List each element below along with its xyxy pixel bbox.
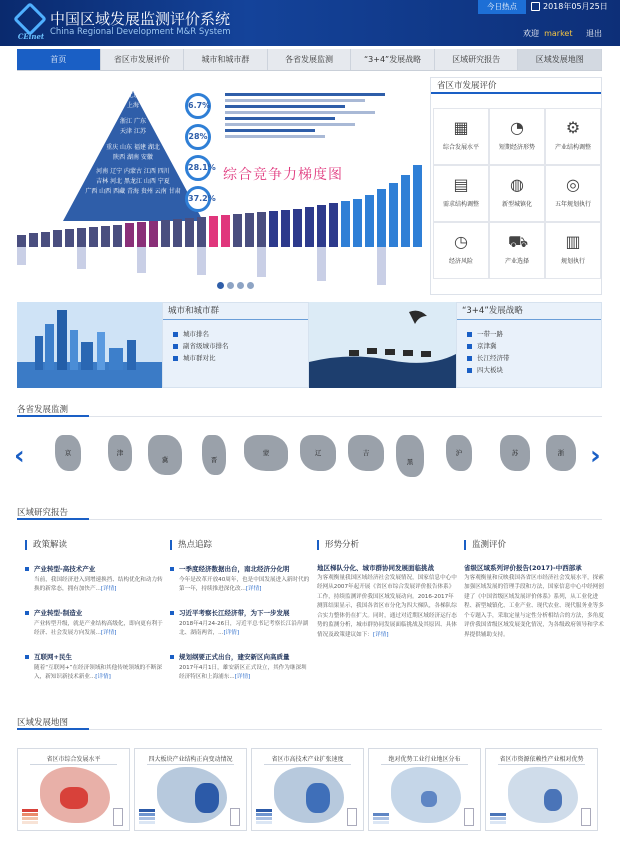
hero-bar [233, 214, 242, 247]
hero-bar [401, 175, 410, 247]
silk-road-image[interactable] [309, 302, 456, 388]
hotspot-item-desc: 今年是改革开放40周年，也是中国发展进入新时代的第一年，持续推进深化改...[详情] [179, 577, 310, 592]
hotspot-item-title[interactable]: 规划纲要正式出台，建安新区向高质量 [170, 652, 310, 661]
hero-bar [257, 212, 266, 247]
eval-item-risk[interactable]: ◷ 经济风险 [433, 222, 489, 279]
detail-link[interactable]: [详情] [95, 674, 111, 680]
hero-bar [197, 217, 206, 247]
prev-arrow-icon[interactable]: ‹ [14, 441, 25, 471]
section-underline [17, 415, 89, 417]
south-china-sea-inset [581, 808, 591, 826]
eval-item-plan[interactable]: ▥ 规划执行 [545, 222, 601, 279]
map-legend [373, 812, 389, 824]
eval-item-short-term[interactable]: ◔ 短期经济形势 [489, 108, 545, 165]
strategy-link-belt-road[interactable]: 一带一路 [467, 328, 601, 340]
strategy-link-yangtze[interactable]: 长江经济带 [467, 352, 601, 364]
hotspot-item-title[interactable]: 习近平考察长江经济带，为下一步发展 [170, 608, 310, 617]
china-map-thumbnail [157, 767, 227, 823]
welcome-label: 欢迎 [523, 29, 539, 38]
hero-bar [77, 228, 86, 247]
south-china-sea-inset [230, 808, 240, 826]
strategy-link-jjj[interactable]: 京津冀 [467, 340, 601, 352]
map-card-overall[interactable] [17, 748, 130, 831]
policy-item-title[interactable]: 产业转型-高技术产业 [25, 564, 165, 573]
header-bar [0, 0, 620, 46]
cities-link-ranking[interactable]: 城市排名 [173, 328, 308, 340]
clock-icon: ◷ [454, 232, 468, 251]
site-subtitle: China Regional Development M&R System [50, 27, 231, 37]
china-map-thumbnail [508, 767, 578, 823]
city-skyline-image[interactable] [17, 302, 162, 388]
province-shanxi[interactable]: 晋 [202, 435, 226, 475]
welcome-text [523, 28, 572, 39]
hbar [225, 99, 365, 102]
province-shanghai[interactable]: 沪 [446, 435, 472, 471]
hbar [225, 105, 345, 108]
province-heilongjiang[interactable]: 黑 [396, 435, 424, 477]
hotspot-item-title[interactable]: 一季度经济数据出台，南北经济分化明 [170, 564, 310, 573]
reports-section-title: 区域研究报告 [17, 508, 69, 518]
hero-bar [365, 195, 374, 247]
policy-column-title: 政策解读 [25, 540, 165, 550]
hero-reflection [137, 247, 146, 273]
eval-item-demand[interactable]: ▤ 需求结构调整 [433, 165, 489, 222]
hotspot-column [170, 540, 310, 682]
cities-panel-title: 城市和城市群 [163, 303, 308, 320]
hbar [225, 93, 385, 96]
nav-reports[interactable]: 区域研究报告 [435, 49, 519, 70]
policy-item-desc: 随着“互联网+”在经济领域和其他传统领域的不断深入，新知识新技术新业...[详情] [34, 665, 162, 680]
hero-reflection [197, 247, 206, 275]
hero-bar [173, 219, 182, 247]
map-card-four-blocks[interactable] [134, 748, 247, 831]
cities-panel [162, 302, 309, 388]
hero-bar [389, 183, 398, 247]
hero-bar [41, 232, 50, 247]
section-underline [17, 728, 89, 730]
hotspot-item-desc: 2018年4月24-26日，习近平总书记考察长江沿岸湖北、湖南两省，...[详情] [179, 621, 309, 636]
nav-maps[interactable]: 区域发展地图 [518, 49, 602, 70]
strategy-link-four-blocks[interactable]: 四大板块 [467, 364, 601, 376]
gauge-icon: ◔ [510, 118, 524, 137]
eval-item-five-year[interactable]: ◎ 五年规划执行 [545, 165, 601, 222]
caravan-illustration [309, 302, 456, 388]
hero-bar [137, 222, 146, 247]
province-zhejiang[interactable]: 浙 [546, 435, 576, 471]
hero-bar [209, 216, 218, 247]
detail-link[interactable]: [详情] [234, 674, 251, 680]
south-china-sea-inset [464, 808, 474, 826]
divider [17, 729, 602, 730]
maps-section-title: 区域发展地图 [17, 718, 69, 728]
province-inner-mongolia[interactable]: 蒙 [244, 435, 288, 471]
next-arrow-icon[interactable]: › [590, 441, 601, 471]
nav-strategy[interactable]: “3+4”发展战略 [351, 49, 435, 70]
analysis-paragraph[interactable]: 地区梯队分化、城市群协同发展面临挑战 为客观衡量我国区域经济社会发展情况，国家信息中心中经网从2007年起开展《省区市综合发展评价报告体系》工作，持续监测评价我国区域发展动向。2016-2017年测算结果显示，我国各省区市分化为四大梯队，各梯队综合实力整体仍在扩大。同时，通过对近期区域经济运行态势的监测分析，城市群协同发展面临挑战及其原因、具体情况及政策建议如下：[详情] [317, 564, 457, 638]
eval-title: 省区市发展评价 [431, 78, 601, 94]
china-map-thumbnail [40, 767, 110, 823]
logo-text: CEinet [17, 32, 45, 41]
china-map-thumbnail [274, 767, 344, 823]
map-card-title: 四大板块产业结构正向变动情况 [148, 756, 233, 763]
province-tianjin[interactable]: 津 [108, 435, 132, 471]
hbar [225, 129, 315, 132]
carousel-dot[interactable] [237, 282, 244, 289]
hero-bar [281, 210, 290, 247]
nav-province-monitor[interactable]: 各省发展监测 [268, 49, 352, 70]
hbar [225, 117, 335, 120]
hotspot-column-title: 热点追踪 [170, 540, 310, 550]
policy-item-desc: 当前，我国经济进入到增速换挡、结构优化和动力转换的新常态，拥有加快产...[详情] [34, 577, 163, 592]
hbar [225, 135, 325, 138]
hero-bar [221, 215, 230, 247]
hbar [225, 111, 375, 114]
hero-bar [341, 201, 350, 247]
logo-mark-icon [13, 2, 47, 36]
hero-reflection [77, 247, 86, 269]
section-underline [17, 518, 89, 520]
hero-reflection [317, 247, 326, 281]
nav-cities[interactable]: 城市和城市群 [184, 49, 268, 70]
calendar-grid-icon: ▦ [453, 118, 469, 137]
cities-link-compare[interactable]: 城市群对比 [173, 352, 308, 364]
detail-link[interactable]: [详情] [100, 586, 117, 592]
eval-grid [433, 108, 601, 279]
province-jilin[interactable]: 吉 [348, 435, 384, 471]
today-hot-button[interactable]: 今日热点 [478, 0, 526, 14]
map-legend [22, 808, 38, 824]
hero-bar [17, 235, 26, 247]
detail-link[interactable]: [详情] [223, 630, 240, 636]
hero-bar [329, 203, 338, 247]
calendar-icon [531, 2, 540, 11]
analysis-column [317, 540, 457, 640]
map-card-industry-distribution[interactable] [368, 748, 481, 831]
divider [17, 416, 602, 417]
analysis-column-title: 形势分析 [317, 540, 457, 550]
map-card-title: 省区市高技术产业扩张速度 [264, 754, 351, 765]
hero-bar [29, 233, 38, 247]
carousel-dot[interactable] [217, 282, 224, 289]
gears-icon: ⚙ [565, 118, 581, 137]
document-icon: ▤ [453, 175, 469, 194]
province-eval-panel [430, 77, 602, 295]
hero-bar [161, 220, 170, 247]
strategy-panel [456, 302, 602, 388]
hero-bar [413, 165, 422, 247]
hero-title: 综合竞争力梯度图 [223, 167, 343, 183]
hero-reflection [377, 247, 386, 285]
eval-item-industry-select[interactable]: ⛟ 产业选择 [489, 222, 545, 279]
strategy-panel-title: “3+4”发展战略 [457, 303, 601, 320]
monitor-section-title: 各省发展监测 [17, 405, 69, 415]
map-card-hightech[interactable] [251, 748, 364, 831]
truck-icon: ⛟ [508, 232, 529, 251]
detail-link[interactable]: [详情] [100, 630, 117, 636]
south-china-sea-inset [113, 808, 123, 826]
policy-item-title[interactable]: 产业转型-制造业 [25, 608, 165, 617]
map-legend [256, 808, 272, 824]
map-card-title: 省区市资源依赖性产业相对优势 [499, 756, 584, 763]
globe-icon: ◍ [510, 175, 524, 194]
evaluation-column-title: 监测评价 [464, 540, 604, 550]
carousel-dot[interactable] [247, 282, 254, 289]
province-jiangsu[interactable]: 苏 [500, 435, 530, 471]
hero-reflection [257, 247, 266, 277]
hero-bar [185, 218, 194, 247]
percent-circle-2: 28% [185, 124, 211, 150]
hero-bar [89, 227, 98, 247]
skyline-illustration [17, 302, 162, 388]
percent-circle-4: 37.2% [185, 186, 211, 212]
detail-link[interactable]: [详情] [245, 586, 262, 592]
hero-bar [305, 207, 314, 247]
evaluation-column [464, 540, 604, 640]
hero-bar [53, 230, 62, 247]
hero-reflection [17, 247, 26, 265]
percent-circle-3: 28.1% [185, 155, 211, 181]
hero-bar [293, 209, 302, 247]
policy-item-desc: 产业转型升级，就是产业结构高级化，即向更有利于经济、社会发展方向发展...[详情] [34, 621, 163, 636]
evaluation-paragraph[interactable]: 省级区域系列评价报告(2017)-中西部承 为客观衡量和反映我国各省区市经济社会发展水平，探索加强区域发展的管理手段和方法，国家信息中心中经网创建了《中国省级区域发展评价体系》系列，从工业化进程、新型城镇化、工业产业、现代农业、现代服务业等多个专题入手，采取定量与定性分析相结合的方法，多角度评价我国省级区域发展变化情况，为各级政府领导和学术界提供辅助支持。 [464, 564, 604, 638]
hero-bar [377, 189, 386, 247]
detail-link[interactable]: [详情] [372, 631, 389, 638]
map-card-title: 绝对优势工业行业地区分布 [381, 754, 468, 765]
map-card-resource[interactable] [485, 748, 598, 831]
cities-link-sub-provincial[interactable]: 副省级城市排名 [173, 340, 308, 352]
province-beijing[interactable]: 京 [55, 435, 81, 471]
province-hebei[interactable]: 冀 [148, 435, 182, 475]
site-title: 中国区域发展监测评价系统 [50, 10, 231, 28]
hotspot-item-desc: 2017年4月1日，雄安新区正式设立，其作为继深圳经济特区和上海浦东...[详情] [179, 665, 307, 680]
carousel-dot[interactable] [227, 282, 234, 289]
south-china-sea-inset [347, 808, 357, 826]
hbar [225, 123, 355, 126]
map-card-title: 省区市综合发展水平 [30, 754, 117, 765]
main-nav [17, 49, 602, 71]
hero-bar [125, 223, 134, 247]
cei-logo[interactable] [14, 7, 48, 41]
hero-bar [113, 225, 122, 247]
eval-item-urbanization[interactable]: ◍ 新型城镇化 [489, 165, 545, 222]
policy-item-title[interactable]: 互联网+民生 [25, 652, 165, 661]
hero-bar [65, 229, 74, 247]
eval-item-overall[interactable]: ▦ 综合发展水平 [433, 108, 489, 165]
pyramid-labels: 北京 上海 浙江 广东 天津 江苏 重庆 山东 福建 湖北 陕西 湖南 安徽 河南 辽宁 内蒙古 江西 四川 吉林 河北 黑龙江 山西 宁夏 广西 山西 西藏 青海 贵州 云南 甘肃 [85, 92, 181, 195]
map-legend [490, 812, 506, 824]
carousel-dots [217, 282, 257, 291]
username[interactable]: market [544, 29, 573, 38]
current-date: 2018年05月25日 [543, 2, 608, 11]
logout-link[interactable]: 退出 [586, 29, 602, 38]
hero-bar [149, 221, 158, 247]
map-legend [139, 808, 155, 824]
percent-circle-1: 6.7% [185, 93, 211, 119]
divider [17, 519, 602, 520]
target-icon: ◎ [566, 175, 580, 194]
china-map-thumbnail [391, 767, 461, 823]
hero-bar [269, 211, 278, 247]
hero-bar [317, 205, 326, 247]
policy-column [25, 540, 165, 682]
eval-item-industry[interactable]: ⚙ 产业结构调整 [545, 108, 601, 165]
hero-banner[interactable] [17, 77, 423, 295]
nav-home[interactable]: 首页 [17, 49, 101, 70]
hero-bar [101, 226, 110, 247]
bar-chart-icon: ▥ [565, 232, 581, 251]
hero-bar [245, 213, 254, 247]
nav-province-eval[interactable]: 省区市发展评价 [101, 49, 185, 70]
hero-bar [353, 199, 362, 247]
province-liaoning[interactable]: 辽 [300, 435, 336, 471]
